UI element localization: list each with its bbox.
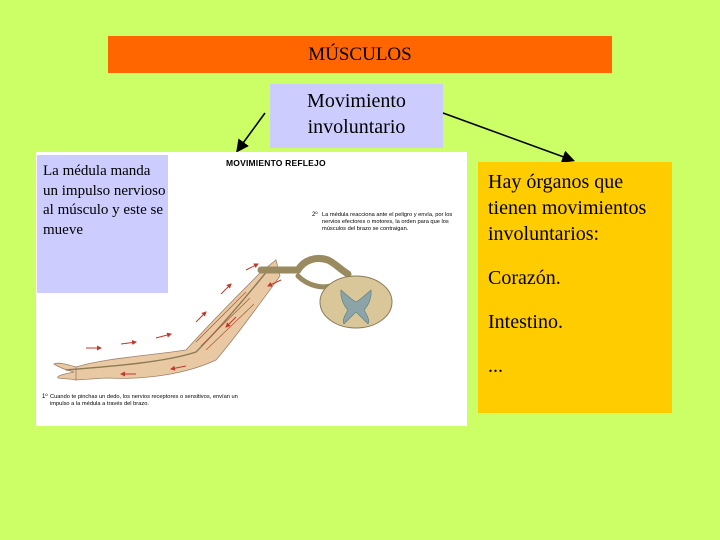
step1-text: Cuando te pinchas un dedo, los nervios receptores o sensitivos, envían un impulso a la médula a través del brazo. xyxy=(50,394,238,407)
subtitle-text: Movimiento involuntario xyxy=(307,90,406,138)
involuntary-organs-panel xyxy=(478,162,672,413)
spinal-cord-note-text: La médula manda un impulso nervioso al músculo y este se mueve xyxy=(43,163,166,238)
title-banner xyxy=(108,36,612,73)
step2-text: La médula reacciona ante el peligro y envía, por los nervios efectores o motores, la orden para que los músculos del brazo se contraigan. xyxy=(322,212,453,232)
step2-number: 2º xyxy=(312,212,318,218)
organ-item-intestine: Intestino. xyxy=(488,311,563,333)
arrow-to-note xyxy=(238,113,265,150)
page-title: MÚSCULOS xyxy=(308,43,412,65)
step1-number: 1º xyxy=(42,394,48,400)
subtitle-box xyxy=(270,84,443,148)
hand-shape xyxy=(54,363,76,380)
organs-intro: Hay órganos que tienen movimientos involuntarios: xyxy=(488,171,647,245)
spinal-cord-note xyxy=(37,155,168,293)
organ-item-heart: Corazón. xyxy=(488,267,561,289)
illustration-heading: MOVIMIENTO REFLEJO xyxy=(226,158,326,168)
organ-item-more: ... xyxy=(488,355,503,377)
